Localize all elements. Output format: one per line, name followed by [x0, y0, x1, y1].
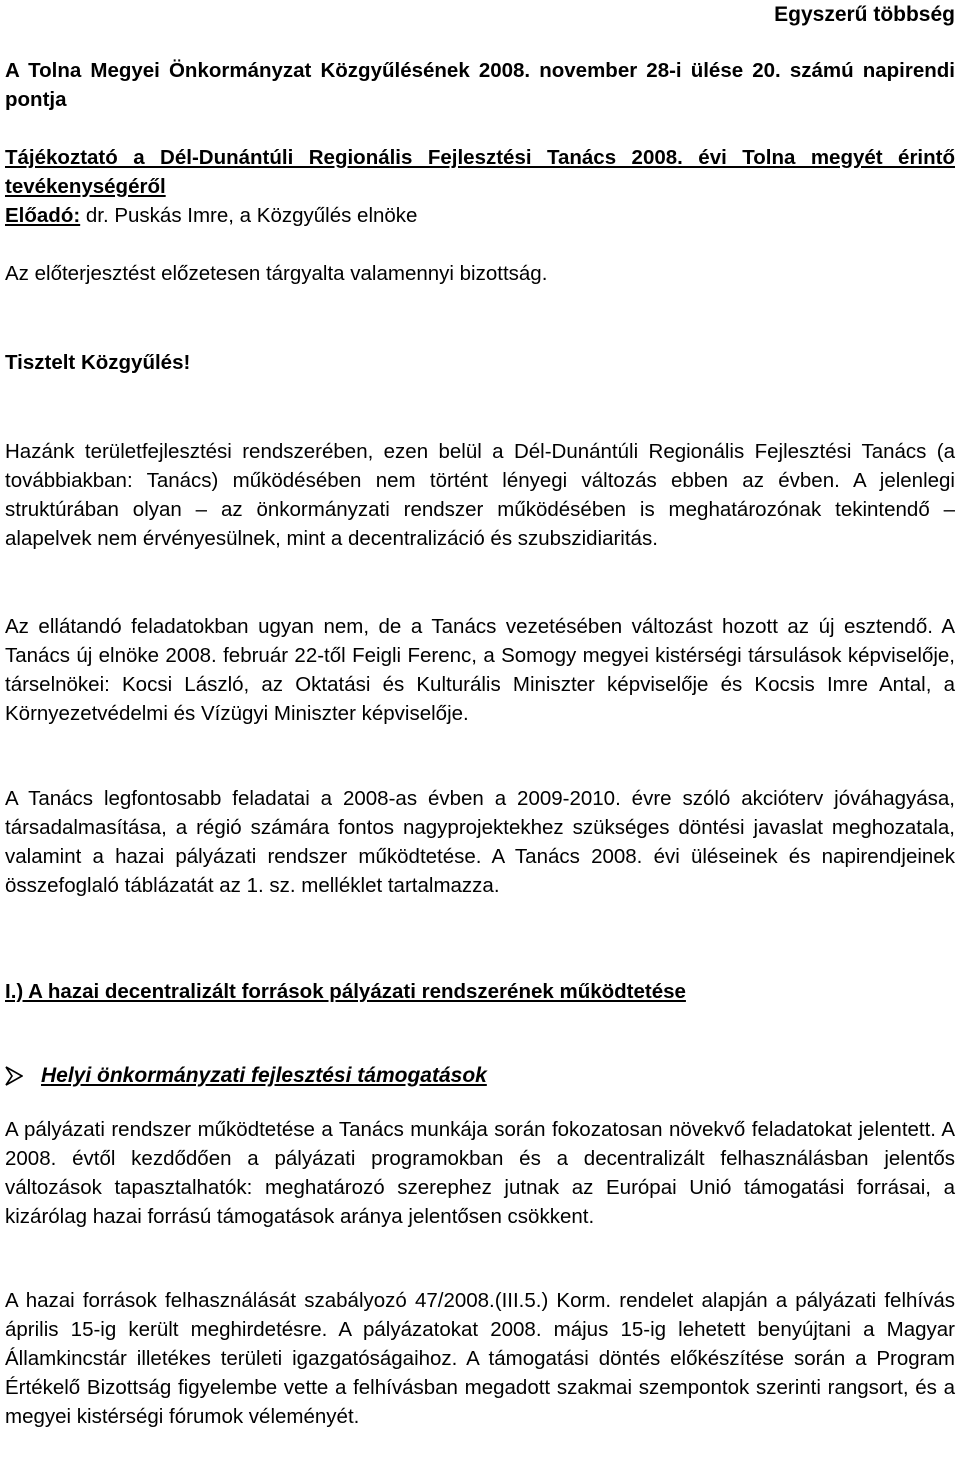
paragraph-tasks: A Tanács legfontosabb feladatai a 2008-as évben a 2009-2010. évre szóló akcióterv jóváhagyása, társadalmasítása, a régió számára fontos nagyprojektekhez szükséges döntési javaslat meghozatala, valamint a hazai pályázati rendszer működtetése. A Tanács 2008. évi üléseinek és napirendjeinek összefoglaló táblázatát az 1. sz. melléklet tartalmazza.	[5, 787, 955, 897]
section-heading-text: I.) A hazai decentralizált források pályázati rendszerének működtetése	[5, 980, 686, 1003]
agenda-title: A Tolna Megyei Önkormányzat Közgyűlésének 2008. november 28-i ülése 20. számú napirendi pontja	[5, 59, 955, 111]
paragraph-intro: Hazánk területfejlesztési rendszerében, ezen belül a Dél-Dunántúli Regionális Fejlesztési Tanács (a továbbiakban: Tanács) működésében nem történt lényegi változás ebben az évben. A jelenlegi struktúrában olyan – az önkormányzati rendszer működésében is meghatározónak tekintendő – alapelvek nem érvényesülnek, mint a decentralizáció és szubszidiaritás.	[5, 440, 955, 550]
agenda-subject	[5, 143, 955, 201]
paragraph-domestic-sources: A hazai források felhasználását szabályozó 47/2008.(III.5.) Korm. rendelet alapján a pályázati felhívás április 15-ig került meghirdetésre. A pályázatokat 2008. május 15-ig lehetett benyújtani a Magyar Államkincstár illetékes területi igazgatóságaihoz. A támogatási döntés előkészítése során a Program Értékelő Bizottság figyelembe vette a felhívásban megadott szakmai szempontok szerinti rangsort, és a megyei kistérségi fórumok véleményét.	[5, 1289, 955, 1428]
presenter-label: Előadó:	[5, 204, 81, 227]
majority-label: Egyszerű többség	[774, 3, 955, 26]
subheading: Helyi önkormányzati fejlesztési támogatások	[41, 1063, 487, 1087]
presenter-name: dr. Puskás Imre, a Közgyűlés elnöke	[80, 204, 418, 227]
prior-review: Az előterjesztést előzetesen tárgyalta valamennyi bizottság.	[5, 262, 548, 285]
subheading-row	[5, 1060, 955, 1090]
salutation: Tisztelt Közgyűlés!	[5, 351, 191, 374]
paragraph-leadership: Az ellátandó feladatokban ugyan nem, de a Tanács vezetésében változást hozott az új esztendő. A Tanács új elnöke 2008. február 22-től Feigli Ferenc, a Somogy megyei kistérségi társulások képviselője, társelnökei: Kocsi László, az Oktatási és Kulturális Miniszter képviselője és Kocsis Imre Antal, a Környezetvédelmi és Vízügyi Miniszter képviselője.	[5, 615, 955, 725]
section-heading	[5, 977, 955, 1006]
paragraph-grant-system: A pályázati rendszer működtetése a Tanács munkája során fokozatosan növekvő feladatokat jelentett. A 2008. évtől kezdődően a pályázati programokban és a decentralizált felhasználásban jelentős változások tapasztalhatók: meghatározó szerephez jutnak az Európai Unió támogatási forrásai, a kizárólag hazai forrású támogatások aránya jelentősen csökkent.	[5, 1118, 955, 1228]
agenda-subject-text: Tájékoztató a Dél-Dunántúli Regionális Fejlesztési Tanács 2008. évi Tolna megyét érintő tevékenységéről	[5, 146, 955, 198]
arrow-bullet-icon	[5, 1065, 23, 1085]
presenter-line	[5, 201, 955, 230]
